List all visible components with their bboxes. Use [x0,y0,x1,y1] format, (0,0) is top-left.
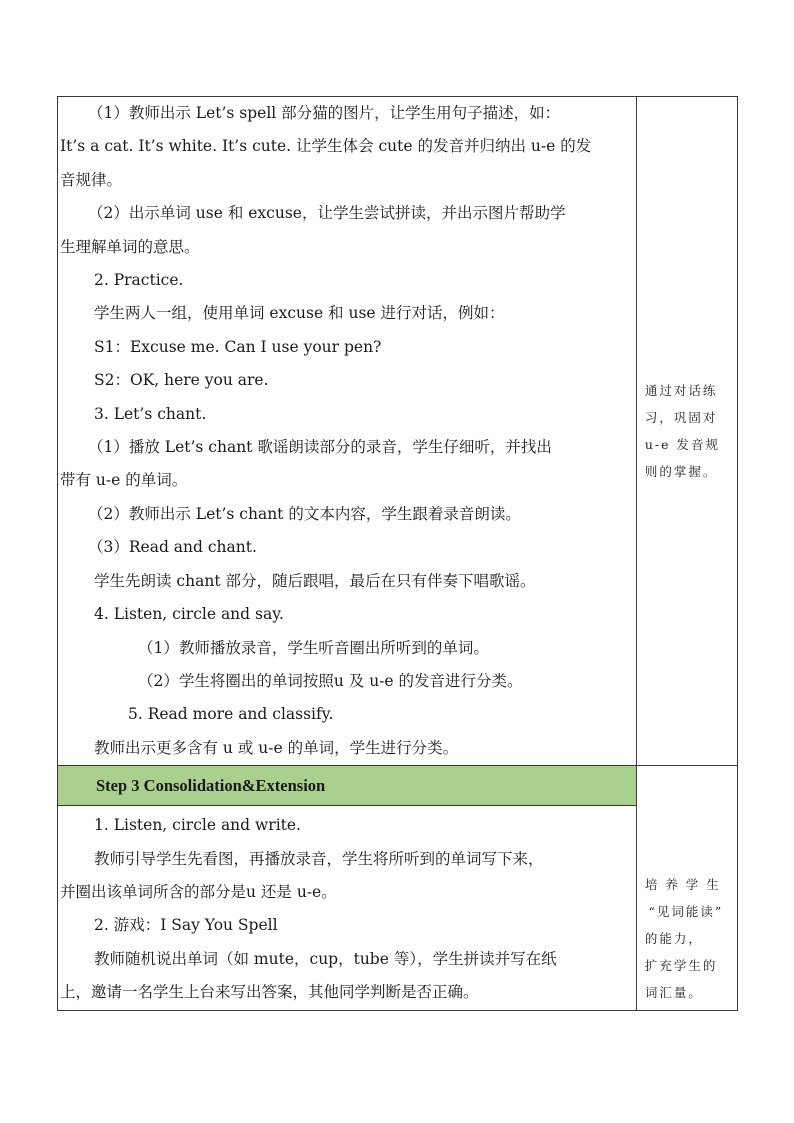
note-line: 习，巩固对 [644,410,718,426]
note-line: 的能力， [644,930,703,946]
section-2-content [58,806,637,1010]
text-line: （3）Read and chant. [88,538,257,557]
text-line: 学生先朗读 chant 部分，随后跟唱，最后在只有伴奏下唱歌谣。 [94,571,536,590]
text-line: 4. Listen, circle and say. [94,605,284,624]
note-line: 扩充学生的 [644,957,718,973]
text-line: （1）播放 Let’s chant 歌谣朗读部分的录音，学生仔细听，并找出 [88,438,552,457]
note-line: u-e 发音规 [644,437,720,453]
text-line: 生理解单词的意思。 [60,237,200,256]
lesson-plan-table [57,96,738,1011]
text-line: 3. Let’s chant. [94,404,207,423]
step-3-header-row [58,766,738,806]
text-line: S2：OK, here you are. [94,371,269,390]
text-line: 教师随机说出单词（如 mute，cup，tube 等），学生拼读并写在纸 [94,949,557,968]
text-line: 教师引导学生先看图，再播放录音，学生将所听到的单词写下来， [94,849,544,868]
text-line: 学生两人一组，使用单词 excuse 和 use 进行对话，例如： [94,304,505,323]
text-line: 2. Practice. [94,271,184,290]
text-line: 1. Listen, circle and write. [94,816,301,835]
section-1-content [58,97,637,766]
section-1-purpose-note [636,97,737,766]
step-3-title: Step 3 Consolidation&Extension [58,766,636,805]
text-line: 音规律。 [60,170,123,189]
text-line: S1：Excuse me. Can I use your pen? [94,337,382,356]
text-line: （2）出示单词 use 和 excuse，让学生尝试拼读，并出示图片帮助学 [88,204,566,223]
note-line: 则的掌握。 [644,464,718,480]
text-line: 并圈出该单词所含的部分是u 还是 u-e。 [60,882,337,901]
step-3-header-cell [58,766,637,806]
section-2-row [58,806,738,1010]
note-line: 通过对话练 [644,383,718,399]
text-line: 2. 游戏：I Say You Spell [94,916,278,935]
section-2-purpose-note [636,766,737,1010]
section-1-row [58,97,738,766]
text-line: It’s a cat. It’s white. It’s cute. 让学生体会 cute 的发音并归纳出 u-e 的发 [60,137,592,156]
note-line: 培 养 学 生 [644,876,721,892]
text-line: （1）教师出示 Let’s spell 部分猫的图片，让学生用句子描述，如： [88,104,561,122]
text-line: 教师出示更多含有 u 或 u-e 的单词，学生进行分类。 [94,738,459,757]
note-line: “见词能读” [648,903,724,919]
text-line: （1）教师播放录音，学生听音圈出所听到的单词。 [138,638,489,657]
text-line: 5. Read more and classify. [128,705,334,724]
text-line: （2）学生将圈出的单词按照u 及 u-e 的发音进行分类。 [138,671,523,690]
text-line: （2）教师出示 Let’s chant 的文本内容，学生跟着录音朗读。 [88,504,521,523]
text-line: 上，邀请一名学生上台来写出答案，其他同学判断是否正确。 [60,983,479,1002]
text-line: 带有 u-e 的单词。 [60,471,188,490]
note-line: 词汇量。 [644,984,703,1000]
